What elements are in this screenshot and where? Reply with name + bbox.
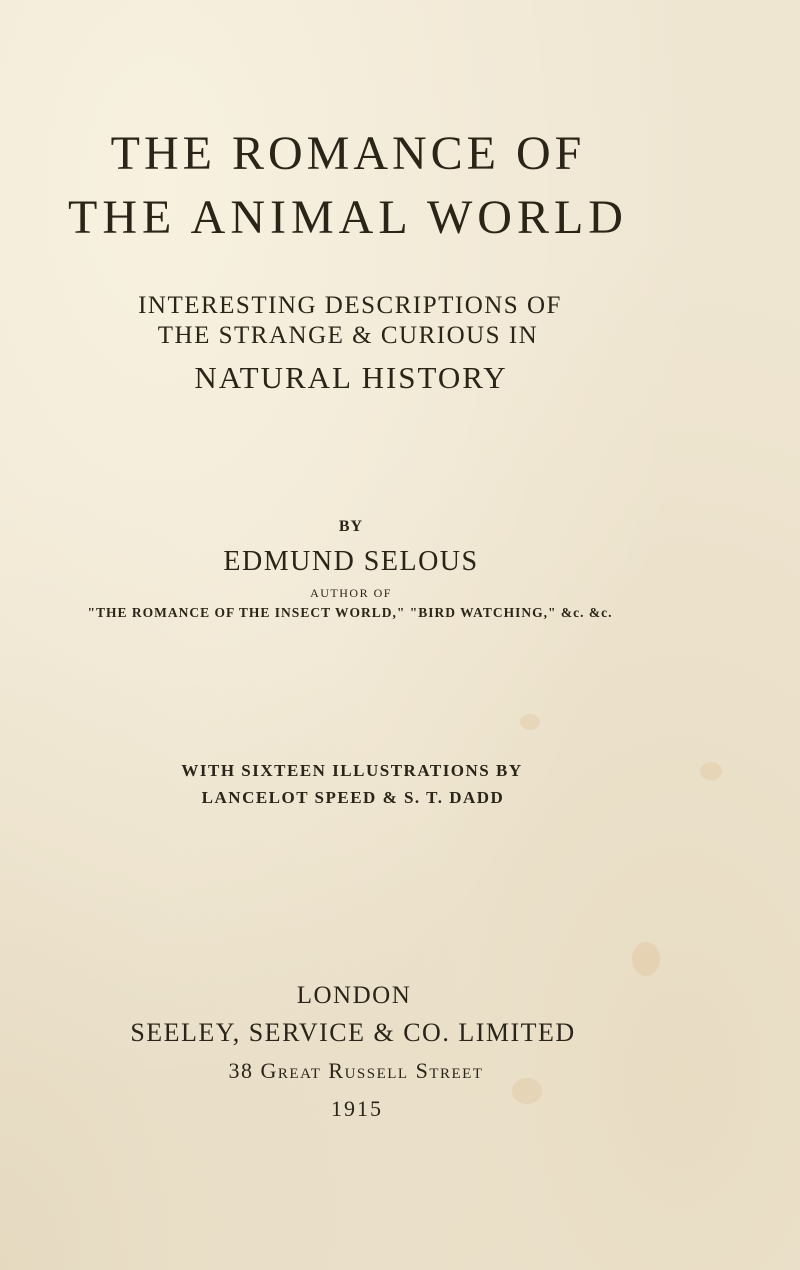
publication-year: 1915	[331, 1096, 383, 1121]
previous-works: "THE ROMANCE OF THE INSECT WORLD," "BIRD WATCHING," &c. &c.	[87, 605, 613, 620]
publisher-address: 38 Great Russell Street	[228, 1058, 484, 1083]
illustrations-credit-line-1: WITH SIXTEEN ILLUSTRATIONS BY	[181, 761, 523, 780]
by-label: BY	[338, 518, 364, 535]
subtitle-line-3: NATURAL HISTORY	[194, 360, 508, 395]
paper-stain	[520, 714, 540, 730]
subtitle-line-2: THE STRANGE & CURIOUS IN	[157, 322, 539, 349]
author-of-label: AUTHOR OF	[310, 586, 392, 600]
paper-stain	[632, 942, 660, 976]
publication-city: LONDON	[296, 982, 412, 1009]
publisher-name: SEELEY, SERVICE & CO. LIMITED	[130, 1018, 576, 1047]
author-name: EDMUND SELOUS	[223, 546, 479, 577]
illustrations-credit-line-2: LANCELOT SPEED & S. T. DADD	[201, 788, 505, 807]
book-title-line-1: THE ROMANCE OF	[110, 127, 586, 180]
subtitle-line-1: INTERESTING DESCRIPTIONS OF	[138, 292, 562, 319]
book-title-line-2: THE ANIMAL WORLD	[68, 191, 628, 244]
